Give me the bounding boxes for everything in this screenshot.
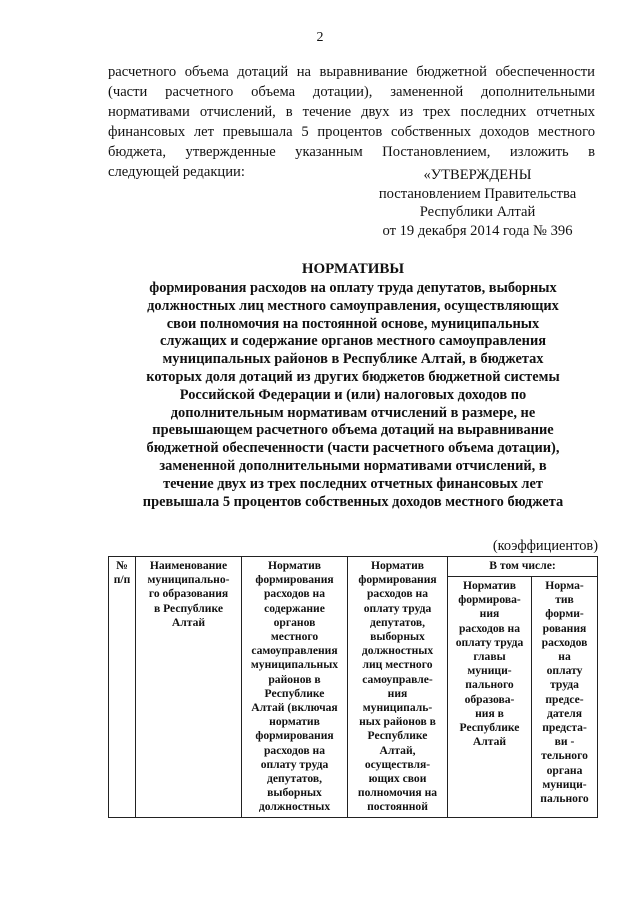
header-cell-line: выборных [267,786,322,800]
header-cell-line: постоянной [367,800,428,814]
subtitle-line: превышала 5 процентов собственных доходов местного бюджета [142,493,564,510]
header-cell-line: в Республике [153,601,224,615]
header-cell-line: районов в [268,672,321,686]
header-cell-line: оплату [546,664,583,678]
document-title: НОРМАТИВЫ [301,261,405,277]
header-cell-line: п/п [113,573,131,587]
header-cell-line: дателя [547,706,582,720]
header-cell-line: органа [546,763,583,777]
header-cell-line: осуществля- [364,757,431,771]
header-cell-line: расходов на [263,587,326,601]
approval-line: Республики Алтай [419,204,536,220]
header-cell-line: образова- [464,692,515,706]
intro-line: нормативами отчислений, в течение двух из трех последних отчетных [108,104,595,120]
header-cell-line: расходов на [263,743,326,757]
header-cell-line: пального [465,678,514,692]
header-cell-line: расходов на [458,621,521,635]
header-cell-line: полномочия на [357,786,438,800]
norms-table [108,556,598,818]
header-cell-line: самоуправления [251,644,338,658]
intro-line: следующей редакции: [108,164,245,180]
header-cell-line: муниципально- [147,573,230,587]
subtitle-line: служащих и содержание органов местного самоуправления [159,333,547,350]
intro-line: бюджета, утвержденные указанным Постановлением, изложить в [108,144,595,160]
header-col-deputies-norm [348,557,448,818]
header-cell-line: органов [273,615,316,629]
header-cell-line: Норматив [370,559,425,572]
header-cell-line: местного [270,630,319,644]
header-cell-line: Алтай [171,615,206,629]
header-cell-line: ния в [475,706,504,720]
header-cell-line: депутатов, [369,615,426,629]
header-cell-line: формирова- [458,593,521,607]
header-cell-line: оплату труда [363,601,432,615]
intro-line: (части расчетного объема дотации), замененной дополнительными [108,84,595,100]
header-cell-line: рования [542,621,587,635]
header-cell-line: Наименование [149,559,228,572]
header-cell-line: Республике [264,686,325,700]
header-cell-line: № [116,559,128,572]
header-cell-line: на [558,649,571,663]
header-cell-line: должностных [361,644,434,658]
header-cell-line: формирования [255,729,334,743]
subtitle-line: Российской Федерации и (или) налоговых доходов по [179,386,527,403]
header-cell-line: оплату труда [260,757,329,771]
subtitle-line: муниципальных районов в Республике Алтай, в бюджетах [162,351,544,368]
header-cell-line: Республике [367,729,428,743]
subtitle-line: которых доля дотаций из других бюджетов бюджетной системы [146,368,560,385]
table-header-row [109,557,598,577]
page-number: 2 [316,30,324,45]
header-cell-line: муниципальных [250,658,339,672]
subtitle-line: дополнительным нормативам отчислений в размере, не [170,404,536,421]
units-label: (коэффициентов) [492,538,598,554]
header-cell-line: ных районов в [359,715,436,729]
header-cell-line: расходов на [366,587,429,601]
approval-line: «УТВЕРЖДЕНЫ [423,167,532,183]
header-cell-line: содержание [264,601,325,615]
header-cell-line: ния [387,686,408,700]
header-cell-line: го образования [148,587,229,601]
subtitle-line: должностных лиц местного самоуправления, осуществляющих [147,297,559,314]
header-cell-line: ви - [554,735,575,749]
header-cell-line: тив [555,593,574,607]
header-cell-line: формирования [255,573,334,587]
approval-line: от 19 декабря 2014 года № 396 [382,222,573,239]
header-cell-line: Норма- [545,578,584,592]
approval-block [360,166,595,240]
header-cell-line: Алтай [472,735,507,749]
header-col-chairman-norm [532,576,598,817]
subtitle-line: формирования расходов на оплату труда депутатов, выборных [149,280,557,296]
subtitle-line: течение двух из трех последних отчетных финансовых лет [163,475,543,492]
header-cell-line: выборных [370,630,425,644]
header-cell-line: самоуправле- [362,672,433,686]
intro-line: расчетного объема дотаций на выравнивание бюджетной обеспеченности [108,64,595,80]
header-group-including: В том числе: [448,557,598,577]
subtitle-line: бюджетной обеспеченности (части расчетного объема дотации), [146,440,560,457]
intro-line: финансовых лет превышала 5 процентов собственных доходов местного [108,124,595,140]
header-cell-line: депутатов, [266,772,323,786]
header-cell-line: лиц местного [362,658,433,672]
header-cell-line: должностных [258,800,331,814]
header-cell-line: Норматив [267,559,322,572]
header-cell-line: Норматив [462,578,517,592]
header-cell-line: муници- [542,777,587,791]
header-cell-line: формирования [358,573,437,587]
header-cell-line: Алтай, [379,743,416,757]
intro-paragraph [108,62,595,182]
header-cell-line: оплату труда [455,635,524,649]
header-col-municipality [136,557,242,818]
header-cell-line: предсе- [545,692,584,706]
header-cell-line: Алтай (включая [251,701,338,715]
header-cell-line: предста- [542,720,587,734]
document-subtitle [108,280,598,511]
header-cell-line: форми- [545,607,584,621]
header-col-maintenance-norm [242,557,348,818]
header-cell-line: муниципаль- [362,701,433,715]
approval-line: постановлением Правительства [378,185,577,202]
header-cell-line: ющих свои [368,772,427,786]
header-cell-line: труда [550,678,579,692]
header-cell-line: тельного [541,749,588,763]
header-cell-line: муници- [467,664,512,678]
header-cell-line: расходов [541,635,588,649]
subtitle-line: замененной дополнительными нормативами отчислений, в [159,457,547,474]
header-cell-line: норматив [269,715,320,729]
header-cell-line: ния [479,607,500,621]
header-cell-line: Республике [459,720,520,734]
subtitle-line: свои полномочия на постоянной основе, муниципальных [166,315,540,332]
header-cell-line: главы [473,649,506,663]
header-col-number [109,557,136,818]
header-cell-line: пального [540,791,589,805]
subtitle-line: превышающем расчетного объема дотаций на выравнивание [152,422,554,439]
header-col-head-norm [448,576,532,817]
